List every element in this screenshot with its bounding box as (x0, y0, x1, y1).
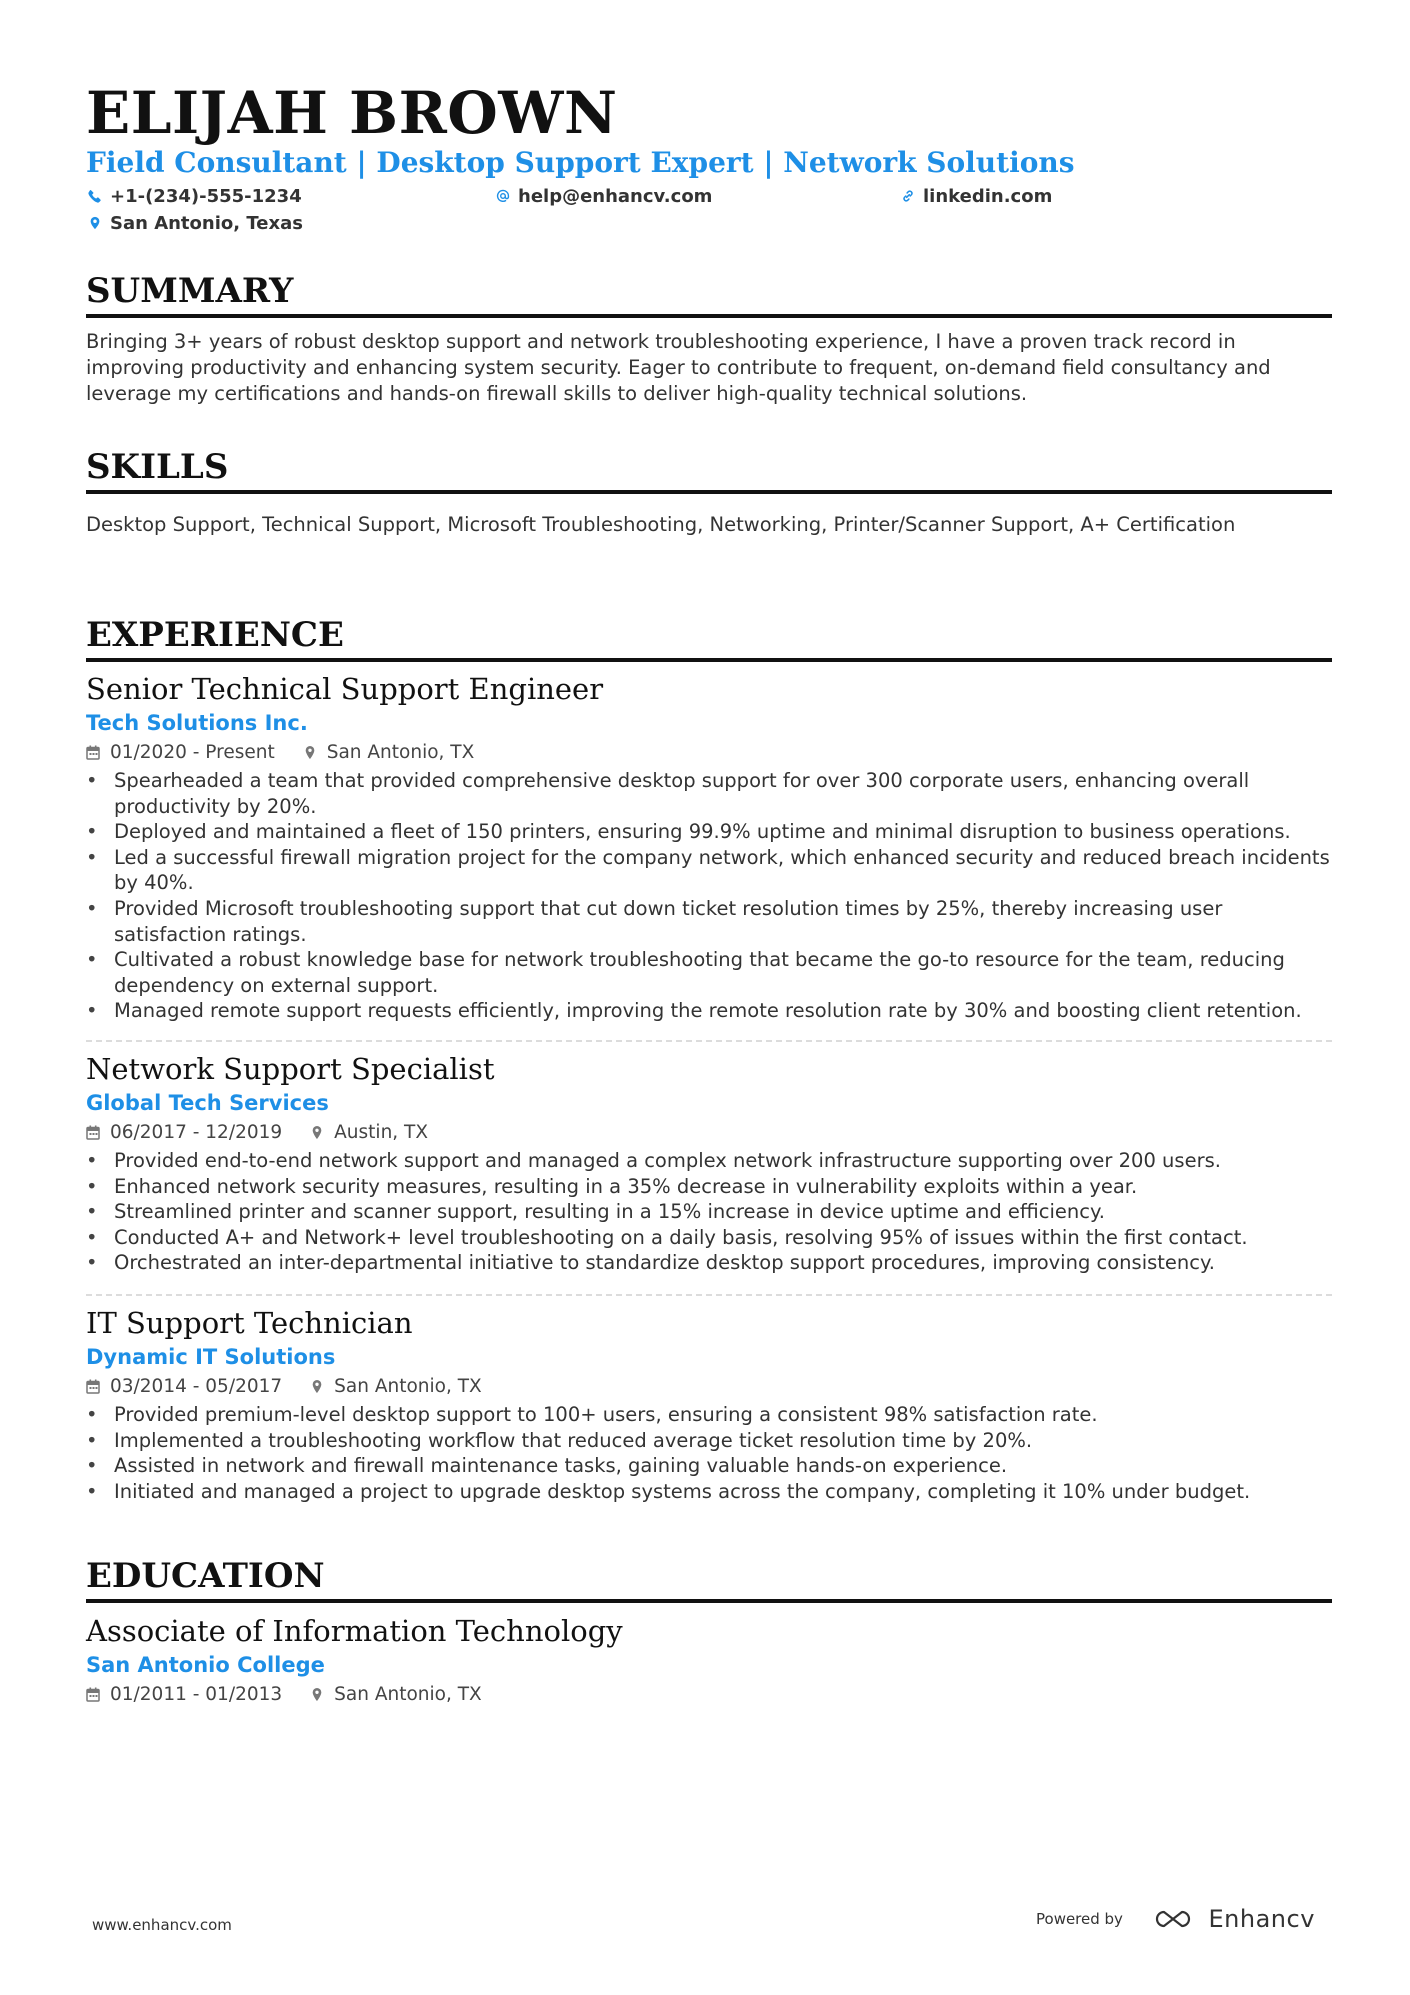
bullet-item: • Provided Microsoft troubleshooting support that cut down ticket resolution times by 25%, thereby increasing user satisfaction ratings. (86, 896, 1332, 947)
bullet-item: • Orchestrated an inter-departmental initiative to standardize desktop support procedures, improving consistency. (86, 1250, 1332, 1276)
email-text: help@enhancv.com (518, 186, 713, 207)
footer-branding[interactable] (1036, 1905, 1315, 1933)
job-location: Austin, TX (334, 1122, 429, 1143)
job-title: Network Support Specialist (86, 1052, 495, 1086)
bullet-item: • Implemented a troubleshooting workflow that reduced average ticket resolution time by 20%. (86, 1428, 1332, 1454)
bullet-item: • Conducted A+ and Network+ level troubleshooting on a daily basis, resolving 95% of issues within the first contact. (86, 1225, 1332, 1251)
job-dates: 01/2020 - Present (110, 742, 275, 763)
experience-item (86, 670, 1332, 1024)
education-heading: EDUCATION (86, 1555, 1332, 1603)
education-meta (86, 1680, 1332, 1710)
at-sign-icon (496, 189, 510, 203)
bullet-item: • Streamlined printer and scanner support, resulting in a 15% increase in device uptime and efficiency. (86, 1199, 1332, 1225)
map-pin-icon (88, 216, 102, 230)
calendar-icon (86, 1687, 100, 1702)
calendar-icon (86, 745, 100, 760)
job-title: Senior Technical Support Engineer (86, 672, 604, 706)
company-name[interactable]: Tech Solutions Inc. (86, 711, 308, 735)
location-contact (88, 212, 303, 236)
job-divider (86, 1294, 1332, 1296)
linkedin-contact[interactable] (901, 185, 1052, 209)
skills-text: Desktop Support, Technical Support, Microsoft Troubleshooting, Networking, Printer/Scanner Support, A+ Certification (86, 513, 1236, 536)
brand-name: Enhancv (1208, 1905, 1315, 1933)
experience-heading: EXPERIENCE (86, 614, 1332, 662)
job-dates: 03/2014 - 05/2017 (110, 1376, 283, 1397)
degree-title: Associate of Information Technology (86, 1614, 623, 1648)
skills-heading: SKILLS (86, 446, 1332, 494)
bullet-item: • Cultivated a robust knowledge base for network troubleshooting that became the go-to resource for the team, reducing dependency on external support. (86, 947, 1332, 998)
phone-icon (88, 189, 102, 203)
education-dates: 01/2011 - 01/2013 (110, 1684, 283, 1705)
phone-contact (88, 185, 302, 209)
job-meta (86, 1118, 1332, 1148)
footer-website[interactable]: www.enhancv.com (92, 1916, 232, 1934)
bullet-item: • Assisted in network and firewall maintenance tasks, gaining valuable hands-on experience. (86, 1453, 1332, 1479)
bullet-item: • Provided premium-level desktop support to 100+ users, ensuring a consistent 98% satisfaction rate. (86, 1402, 1332, 1428)
bullet-item: • Led a successful firewall migration project for the company network, which enhanced security and reduced breach incidents by 40%. (86, 845, 1332, 896)
company-name[interactable]: Global Tech Services (86, 1091, 329, 1115)
job-meta (86, 1372, 1332, 1402)
company-name[interactable]: Dynamic IT Solutions (86, 1345, 336, 1369)
linkedin-text: linkedin.com (923, 186, 1053, 207)
education-location: San Antonio, TX (334, 1684, 482, 1705)
map-pin-icon (303, 745, 317, 760)
job-meta (86, 738, 1332, 768)
bullet-item: • Initiated and managed a project to upgrade desktop systems across the company, completing it 10% under budget. (86, 1479, 1332, 1505)
experience-item (86, 1304, 1332, 1504)
phone-text: +1-(234)-555-1234 (110, 186, 302, 207)
email-contact[interactable] (496, 185, 712, 209)
job-location: San Antonio, TX (334, 1376, 482, 1397)
summary-heading: SUMMARY (86, 270, 1332, 318)
job-title: IT Support Technician (86, 1306, 413, 1340)
job-bullets (86, 1148, 1332, 1276)
job-bullets (86, 1402, 1332, 1504)
job-location: San Antonio, TX (326, 742, 475, 763)
bullet-item: • Provided end-to-end network support and managed a complex network infrastructure supporting over 200 users. (86, 1148, 1332, 1174)
map-pin-icon (310, 1379, 324, 1394)
summary-text: Bringing 3+ years of robust desktop support and network troubleshooting experience, I have a proven track record in improving productivity and enhancing system security. Eager to contribute to frequent, on-demand field consultancy and leverage my certifications and hands-on firewall skills to deliver high-quality technical solutions. (86, 330, 1271, 405)
map-pin-icon (310, 1687, 324, 1702)
location-text: San Antonio, Texas (110, 213, 303, 234)
map-pin-icon (310, 1125, 324, 1140)
job-bullets (86, 768, 1332, 1024)
enhancv-logo-icon (1152, 1908, 1198, 1930)
bullet-item: • Spearheaded a team that provided comprehensive desktop support for over 300 corporate users, enhancing overall productivity by 20%. (86, 768, 1332, 819)
calendar-icon (86, 1125, 100, 1140)
education-item (86, 1612, 1332, 1710)
powered-by-label: Powered by (1036, 1910, 1123, 1928)
link-icon (901, 189, 915, 203)
candidate-name: ELIJAH BROWN (86, 79, 618, 147)
bullet-item: • Managed remote support requests efficiently, improving the remote resolution rate by 30% and boosting client retention. (86, 998, 1332, 1024)
experience-item (86, 1050, 1332, 1276)
job-dates: 06/2017 - 12/2019 (110, 1122, 283, 1143)
headline: Field Consultant | Desktop Support Expert | Network Solutions (86, 146, 1075, 179)
bullet-item: • Deployed and maintained a fleet of 150 printers, ensuring 99.9% uptime and minimal disruption to business operations. (86, 819, 1332, 845)
calendar-icon (86, 1379, 100, 1394)
school-name[interactable]: San Antonio College (86, 1653, 325, 1677)
job-divider (86, 1040, 1332, 1042)
bullet-item: • Enhanced network security measures, resulting in a 35% decrease in vulnerability exploits within a year. (86, 1174, 1332, 1200)
